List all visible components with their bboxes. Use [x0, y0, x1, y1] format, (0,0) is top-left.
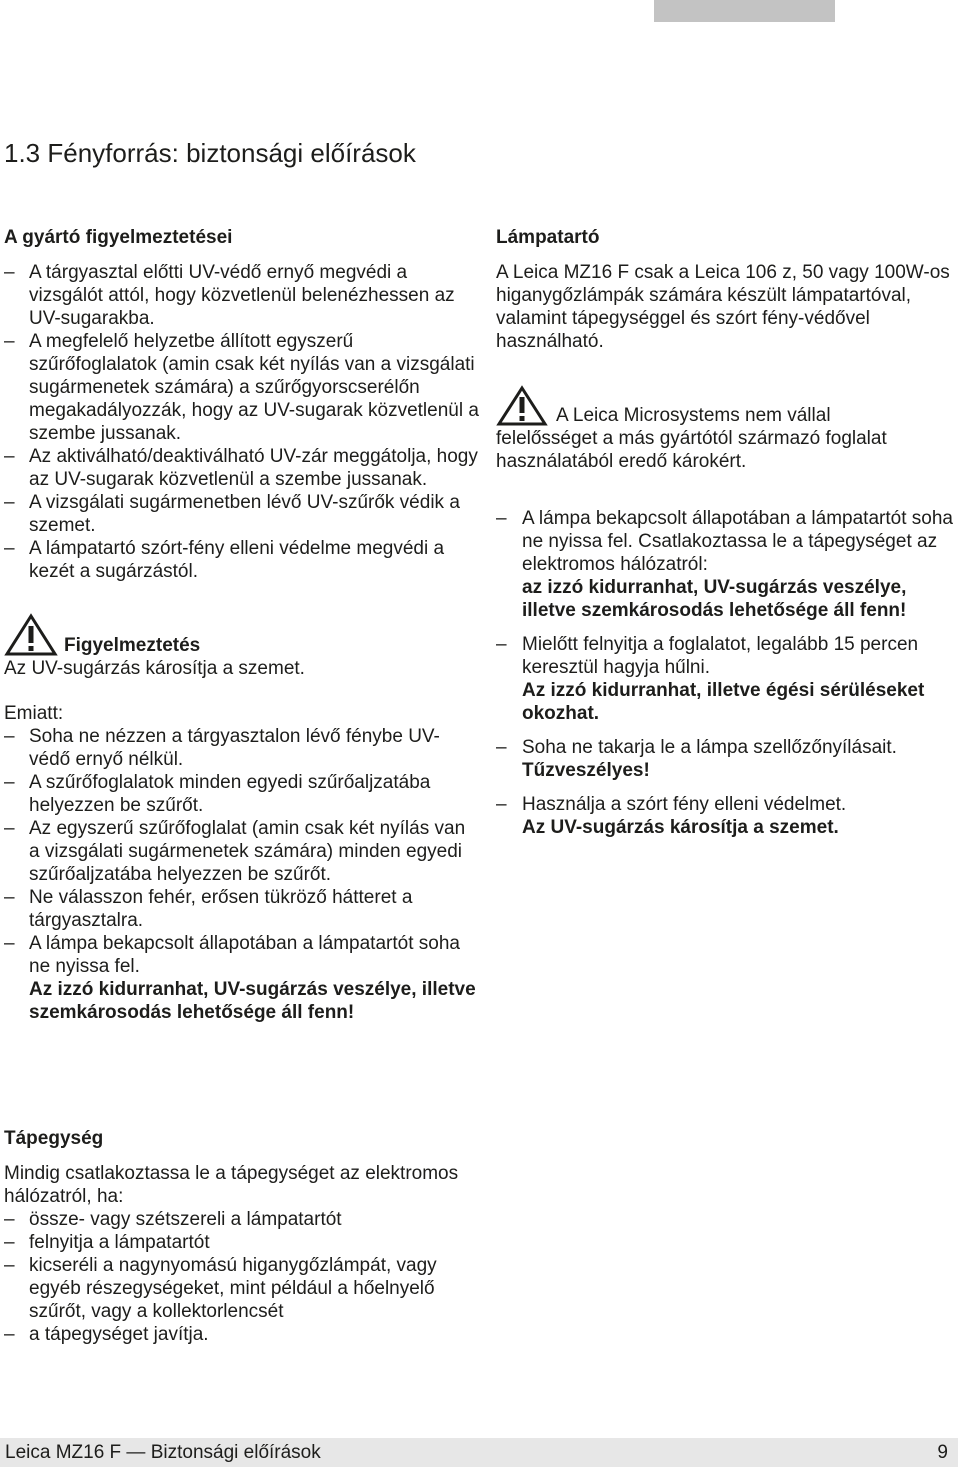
list-item: – A megfelelő helyzetbe állított egyszerű szűrőfoglalatok (amin csak két nyílás van a vizsgálati sugármenetek számára) a szűrőgyorscserélőn megakadályozzák, hogy az UV-sugarak közvetlenül a szembe jussanak.: [4, 330, 479, 445]
power-supply-list: [4, 1208, 479, 1346]
warning-title: Figyelmeztetés: [64, 635, 201, 656]
list-item: – Az aktiválható/deaktiválható UV-zár meggátolja, hogy az UV-sugarak közvetlenül a szembe jussanak.: [4, 445, 479, 491]
list-item: [496, 736, 956, 782]
emiatt-list: [4, 725, 479, 1024]
list-item: – A vizsgálati sugármenetben lévő UV-szűrők védik a szemet.: [4, 491, 479, 537]
lamp-open-warning: Az izzó kidurranhat, UV-sugárzás veszélye, illetve szemkárosodás lehetősége áll fenn!: [29, 979, 476, 1023]
lamp-open-text: – A lámpa bekapcsolt állapotában a lámpatartót soha ne nyissa fel.: [29, 933, 460, 977]
list-item-bold: Tűzveszélyes!: [522, 760, 650, 781]
list-item: – a tápegységet javítja.: [4, 1323, 479, 1346]
list-item: – A lámpatartó szórt-fény elleni védelme megvédi a kezét a sugárzástól.: [4, 537, 479, 583]
page-number: 9: [937, 1442, 948, 1463]
warning-triangle-icon: [496, 385, 548, 427]
list-item-text: – A lámpa bekapcsolt állapotában a lámpatartót soha ne nyissa fel. Csatlakoztassa le a tápegységet az elektromos hálózatról:: [522, 508, 953, 575]
list-item-bold: az izzó kidurranhat, UV-sugárzás veszélye, illetve szemkárosodás lehetősége áll fenn!: [522, 577, 907, 621]
power-supply-heading: Tápegység: [4, 1128, 104, 1149]
list-item: – A szűrőfoglalatok minden egyedi szűrőaljzatába helyezzen be szűrőt.: [4, 771, 479, 817]
top-tab-bar: [654, 0, 835, 22]
lamp-holder-heading: Lámpatartó: [496, 227, 600, 248]
emiatt-label: Emiatt:: [4, 703, 64, 724]
list-item: – össze- vagy szétszereli a lámpatartót: [4, 1208, 479, 1231]
list-item-text: – Használja a szórt fény elleni védelmet.: [522, 794, 847, 815]
page-footer: [0, 1438, 958, 1467]
list-item: [496, 793, 956, 839]
lamp-holder-list: [496, 507, 956, 839]
warning-text: Az UV-sugárzás károsítja a szemet.: [4, 658, 305, 679]
uv-warning-header: [4, 613, 479, 657]
left-column: [4, 226, 479, 1024]
list-item-bold: Az UV-sugárzás károsítja a szemet.: [522, 817, 839, 838]
section-title: 1.3 Fényforrás: biztonsági előírások: [4, 138, 416, 168]
list-item: – Ne válasszon fehér, erősen tükröző hátteret a tárgyasztalra.: [4, 886, 479, 932]
right-column: [496, 226, 956, 850]
list-item: [496, 507, 956, 622]
list-item: – Az egyszerű szűrőfoglalat (amin csak két nyílás van a vizsgálati sugármenetek számára) minden egyedi szűrőaljzatába helyezzen be szűrőt.: [4, 817, 479, 886]
list-item: [496, 633, 956, 725]
list-item: – A tárgyasztal előtti UV-védő ernyő megvédi a vizsgálót attól, hogy közvetlenül belenézhessen az UV-sugarakba.: [4, 261, 479, 330]
list-item: – felnyitja a lámpatartót: [4, 1231, 479, 1254]
liability-warning-line2: felelősséget a más gyártótól származó foglalat használatából eredő károkért.: [496, 428, 887, 472]
manufacturer-warnings-heading: A gyártó figyelmeztetései: [4, 227, 233, 248]
list-item-text: – Mielőtt felnyitja a foglalatot, legalább 15 percen keresztül hagyja hűlni.: [522, 634, 919, 678]
list-item-bold: Az izzó kidurranhat, illetve égési sérüléseket okozhat.: [522, 680, 925, 724]
list-item: [4, 932, 479, 1024]
lamp-holder-intro: A Leica MZ16 F csak a Leica 106 z, 50 vagy 100W-os higanygőzlámpák számára készült lámpatartóval, valamint tápegységgel és szórt fény-védővel használható.: [496, 262, 950, 352]
footer-title: Leica MZ16 F — Biztonsági előírások: [5, 1442, 321, 1463]
list-item-text: – Soha ne takarja le a lámpa szellőzőnyílásait.: [522, 737, 897, 758]
manufacturer-warnings-list: [4, 261, 479, 583]
list-item: – Soha ne nézzen a tárgyasztalon lévő fénybe UV-védő ernyő nélkül.: [4, 725, 479, 771]
liability-warning-line1: A Leica Microsystems nem vállal: [556, 405, 831, 426]
power-supply-intro: Mindig csatlakoztassa le a tápegységet az elektromos hálózatról, ha:: [4, 1163, 459, 1207]
warning-triangle-icon: [4, 613, 58, 657]
list-item: – kicseréli a nagynyomású higanygőzlámpát, vagy egyéb részegységeket, mint például a hőelnyelő szűrőt, vagy a kollektorlencsét: [4, 1254, 479, 1323]
liability-warning: [496, 385, 956, 473]
power-supply-section: [4, 1127, 479, 1346]
